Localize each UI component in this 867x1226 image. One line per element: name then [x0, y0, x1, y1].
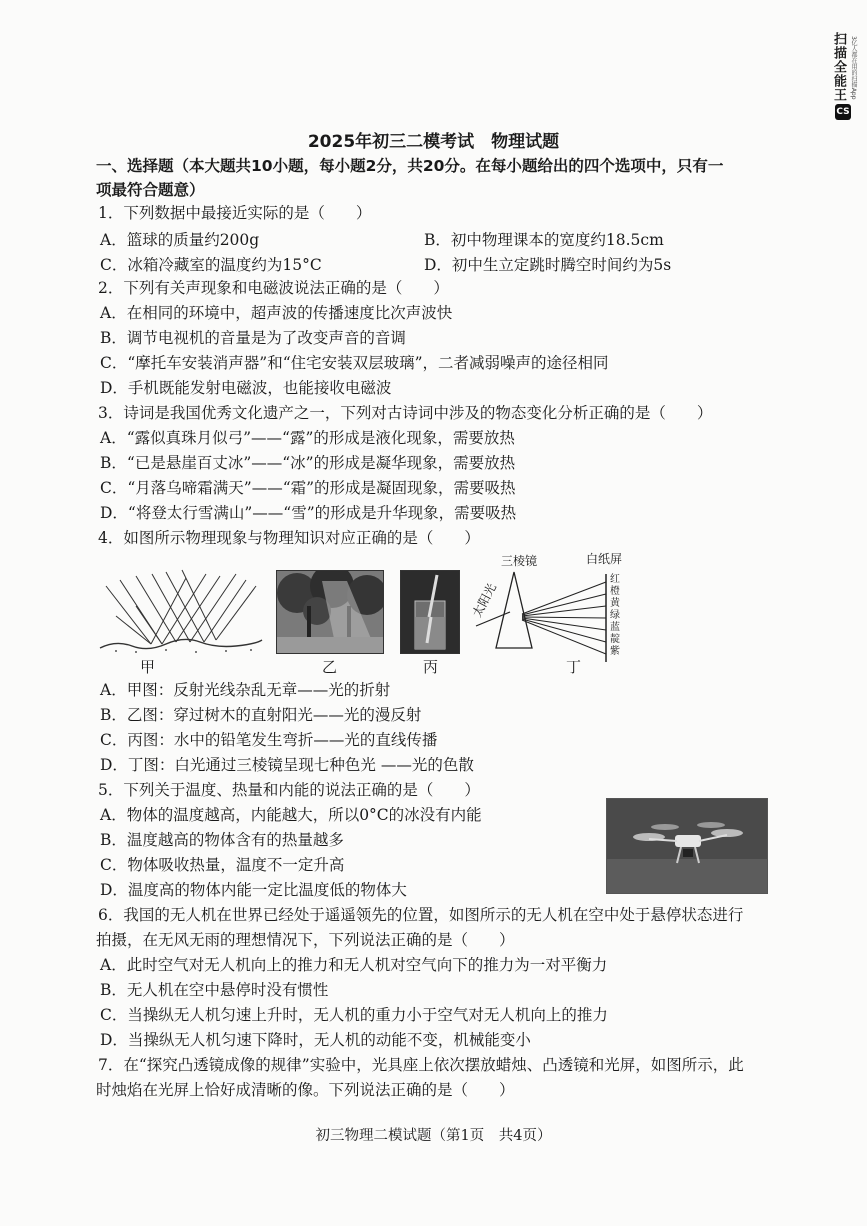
- q4-option-d: D．丁图：白光通过三棱镜呈现七种色光 ——光的色散: [100, 756, 474, 774]
- spectrum-labels: [610, 574, 624, 658]
- q1-option-d: D．初中生立定跳时腾空时间约为5s: [424, 256, 672, 274]
- spectrum-indigo: 靛: [610, 634, 620, 645]
- q3-option-c: C．“月落乌啼霜满天”——“霜”的形成是凝固现象，需要吸热: [100, 479, 516, 497]
- q1-stem: 1．下列数据中最接近实际的是（ ）: [98, 204, 372, 222]
- q5-option-d: D．温度高的物体内能一定比温度低的物体大: [100, 881, 407, 899]
- q3-option-d: D．“将登太行雪满山”——“雪”的形成是升华现象，需要吸热: [100, 504, 517, 522]
- prism-shape: [496, 572, 532, 648]
- q6-option-d: D．当操纵无人机匀速下降时，无人机的动能不变，机械能变小: [100, 1031, 531, 1049]
- q6-stem-line1: 6．我国的无人机在世界已经处于遥遥领先的位置，如图所示的无人机在空中处于悬停状态进行: [98, 906, 744, 924]
- figure-label-jia: 甲: [140, 658, 156, 676]
- q2-option-c: C．“摩托车安装消声器”和“住宅安装双层玻璃”，二者减弱噪声的途径相同: [100, 354, 609, 372]
- section-heading-line2: 项最符合题意）: [96, 181, 205, 199]
- scanner-app-name: 扫描全能王: [831, 32, 846, 102]
- figure-label-yi: 乙: [322, 658, 338, 676]
- q4-option-a: A．甲图：反射光线杂乱无章——光的折射: [100, 681, 391, 699]
- q5-stem: 5．下列关于温度、热量和内能的说法正确的是（ ）: [98, 781, 480, 799]
- drone-photo: [606, 798, 768, 894]
- figure-jia-diffuse-reflection: [96, 566, 264, 656]
- q2-stem: 2．下列有关声现象和电磁波说法正确的是（ ）: [98, 279, 449, 297]
- figure-label-bing: 丙: [423, 658, 439, 676]
- q3-stem: 3．诗词是我国优秀文化遗产之一，下列对古诗词中涉及的物态变化分析正确的是（ ）: [98, 404, 713, 422]
- q6-option-c: C．当操纵无人机匀速上升时，无人机的重力小于空气对无人机向上的推力: [100, 1006, 608, 1024]
- prism-label: 三棱镜: [501, 554, 538, 568]
- section-heading-line1: 一、选择题（本大题共10小题，每小题2分，共20分。在每小题给出的四个选项中，只有一: [96, 157, 724, 175]
- q7-stem-line2: 时烛焰在光屏上恰好成清晰的像。下列说法正确的是（ ）: [96, 1081, 515, 1099]
- q1-option-a: A．篮球的质量约200g: [100, 231, 260, 249]
- spectrum-blue: 蓝: [610, 622, 620, 633]
- figure-label-ding: 丁: [566, 658, 582, 676]
- scanner-badge: [827, 14, 857, 124]
- q4-option-b: B．乙图：穿过树木的直射阳光——光的漫反射: [100, 706, 422, 724]
- q5-option-b: B．温度越高的物体含有的热量越多: [100, 831, 344, 849]
- q2-option-b: B．调节电视机的音量是为了改变声音的音调: [100, 329, 406, 347]
- spectrum-orange: 橙: [610, 586, 620, 597]
- q4-stem: 4．如图所示物理现象与物理知识对应正确的是（ ）: [98, 529, 480, 547]
- scanner-logo-icon: CS: [835, 104, 851, 120]
- q5-option-c: C．物体吸收热量，温度不一定升高: [100, 856, 345, 874]
- spectrum-green: 绿: [610, 610, 620, 621]
- screen-label: 白纸屏: [586, 552, 623, 566]
- figure-bing-photo: [400, 570, 460, 654]
- q6-stem-line2: 拍摄，在无风无雨的理想情况下，下列说法正确的是（ ）: [96, 931, 515, 949]
- q3-option-a: A．“露似真珠月似弓”——“露”的形成是液化现象，需要放热: [100, 429, 515, 447]
- q1-option-c: C．冰箱冷藏室的温度约为15°C: [100, 256, 322, 274]
- q2-option-d: D．手机既能发射电磁波，也能接收电磁波: [100, 379, 392, 397]
- sunlight-label: 太阳光: [469, 581, 500, 620]
- q5-option-a: A．物体的温度越高，内能越大，所以0°C的冰没有内能: [100, 806, 482, 824]
- scanner-slogan: 3亿人都在用的扫描App: [850, 36, 857, 100]
- q4-option-c: C．丙图：水中的铅笔发生弯折——光的直线传播: [100, 731, 438, 749]
- q6-option-a: A．此时空气对无人机向上的推力和无人机对空气向下的推力为一对平衡力: [100, 956, 608, 974]
- dispersed-rays: [522, 582, 606, 654]
- q2-option-a: A．在相同的环境中，超声波的传播速度比次声波快: [100, 304, 453, 322]
- page-title: 2025年初三二模考试 物理试题: [307, 132, 560, 152]
- spectrum-violet: 紫: [610, 646, 620, 657]
- q7-stem-line1: 7．在“探究凸透镜成像的规律”实验中，光具座上依次摆放蜡烛、凸透镜和光屏，如图所示，此: [98, 1056, 744, 1074]
- q1-option-b: B．初中物理课本的宽度约18.5cm: [424, 231, 664, 249]
- figure-yi-photo: [276, 570, 384, 654]
- q6-option-b: B．无人机在空中悬停时没有惯性: [100, 981, 329, 999]
- page-footer: 初三物理二模试题（第1页 共4页）: [315, 1128, 552, 1144]
- spectrum-red: 红: [610, 574, 620, 585]
- q3-option-b: B．“已是悬崖百丈冰”——“冰”的形成是凝华现象，需要放热: [100, 454, 516, 472]
- spectrum-yellow: 黄: [610, 598, 620, 609]
